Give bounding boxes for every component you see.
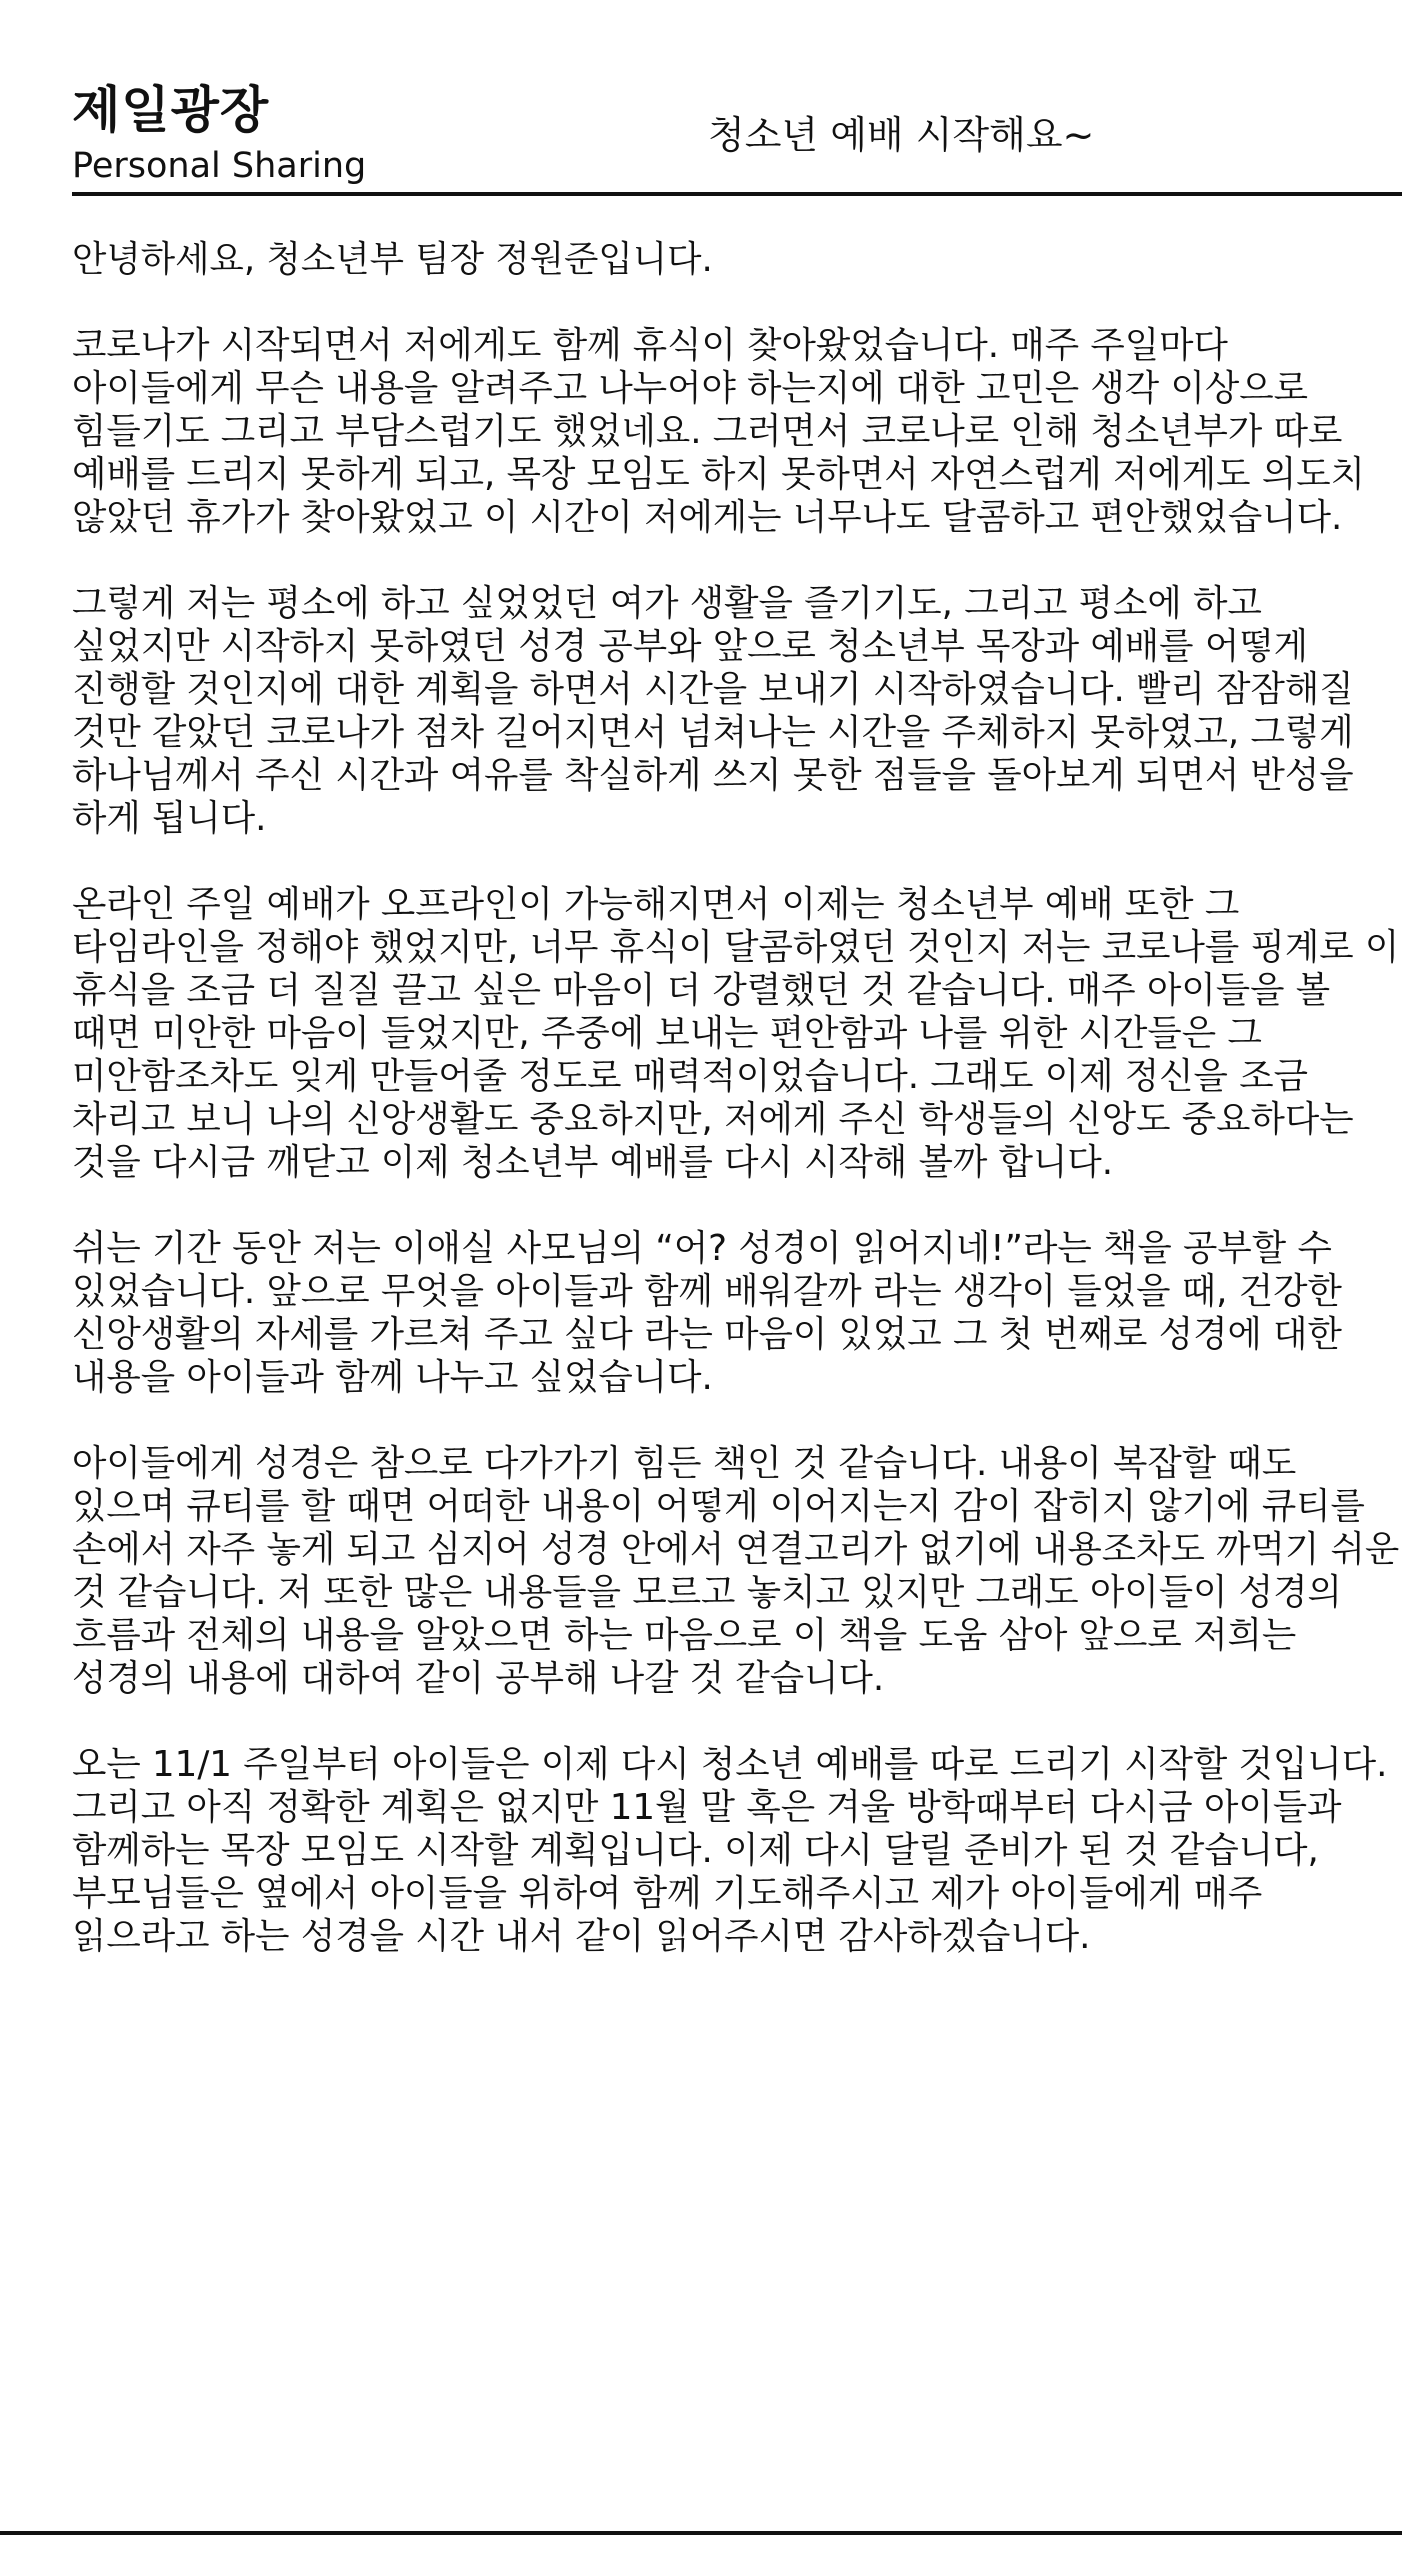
publication-subtitle: Personal Sharing [72,146,367,186]
publication-name: 제일광장 [72,81,270,139]
paragraph-2: 그렇게 저는 평소에 하고 싶었었던 여가 생활을 즐기기도, 그리고 평소에 하고 싶었지만 시작하지 못하였던 성경 공부와 앞으로 청소년부 목장과 예배를 어떻게 진행할 것인지에 대한 계획을 하면서 시간을 보내기 시작하였습니다. 빨리 잠잠해질 것만 같았던 코로나가 점차 길어지면서 넘쳐나는 시간을 주체하지 못하였고, 그렇게 하나님께서 주신 시간과 여유를 착실하게 쓰지 못한 점들을 돌아보게 되면서 반성을 하게 됩니다. [72,583,1354,839]
paragraph-1: 코로나가 시작되면서 저에게도 함께 휴식이 찾아왔었습니다. 매주 주일마다 아이들에게 무슨 내용을 알려주고 나누어야 하는지에 대한 고민은 생각 이상으로 힘들기도 그리고 부담스럽기도 했었네요. 그러면서 코로나로 인해 청소년부가 따로 예배를 드리지 못하게 되고, 목장 모임도 하지 못하면서 자연스럽게 저에게도 의도치 않았던 휴가가 찾아왔었고 이 시간이 저에게는 너무나도 달콤하고 편안했었습니다. [72,325,1365,538]
paragraph-3: 온라인 주일 예배가 오프라인이 가능해지면서 이제는 청소년부 예배 또한 그 타임라인을 정해야 했었지만, 너무 휴식이 달콤하였던 것인지 저는 코로나를 핑계로 이 휴식을 조금 더 질질 끌고 싶은 마음이 더 강렬했던 것 같습니다. 매주 아이들을 볼 때면 미안한 마음이 들었지만, 주중에 보내는 편안함과 나를 위한 시간들은 그 미안함조차도 잊게 만들어줄 정도로 매력적이었습니다. 그래도 이제 정신을 조금 차리고 보니 나의 신앙생활도 중요하지만, 저에게 주신 학생들의 신앙도 중요하다는 것을 다시금 깨닫고 이제 청소년부 예배를 다시 시작해 볼까 합니다. [72,884,1400,1183]
article-body [72,238,1402,2001]
header-divider [72,192,1402,196]
article-title: 청소년 예배 시작해요~ [708,113,1095,157]
greeting-line: 안녕하세요, 청소년부 팀장 정원준입니다. [72,239,713,280]
paragraph-5: 아이들에게 성경은 참으로 다가가기 힘든 책인 것 같습니다. 내용이 복잡할 때도 있으며 큐티를 할 때면 어떠한 내용이 어떻게 이어지는지 감이 잡히지 않기에 큐티를 손에서 자주 놓게 되고 심지어 성경 안에서 연결고리가 없기에 내용조차도 까먹기 쉬운 것 같습니다. 저 또한 많은 내용들을 모르고 놓치고 있지만 그래도 아이들이 성경의 흐름과 전체의 내용을 알았으면 하는 마음으로 이 책을 도움 삼아 앞으로 저희는 성경의 내용에 대하여 같이 공부해 나갈 것 같습니다. [72,1443,1400,1699]
paragraph-6: 오는 11/1 주일부터 아이들은 이제 다시 청소년 예배를 따로 드리기 시작할 것입니다. 그리고 아직 정확한 계획은 없지만 11월 말 혹은 겨울 방학때부터 다시금 아이들과 함께하는 목장 모임도 시작할 계획입니다. 이제 다시 달릴 준비가 된 것 같습니다, 부모님들은 옆에서 아이들을 위하여 함께 기도해주시고 제가 아이들에게 매주 읽으라고 하는 성경을 시간 내서 같이 읽어주시면 감사하겠습니다. [72,1744,1388,1957]
footer-divider [0,2531,1402,2535]
page-header [72,70,1402,194]
paragraph-4: 쉬는 기간 동안 저는 이애실 사모님의 “어? 성경이 읽어지네!”라는 책을 공부할 수 있었습니다. 앞으로 무엇을 아이들과 함께 배워갈까 라는 생각이 들었을 때, 건강한 신앙생활의 자세를 가르쳐 주고 싶다 라는 마음이 있었고 그 첫 번째로 성경에 대한 내용을 아이들과 함께 나누고 싶었습니다. [72,1228,1342,1398]
